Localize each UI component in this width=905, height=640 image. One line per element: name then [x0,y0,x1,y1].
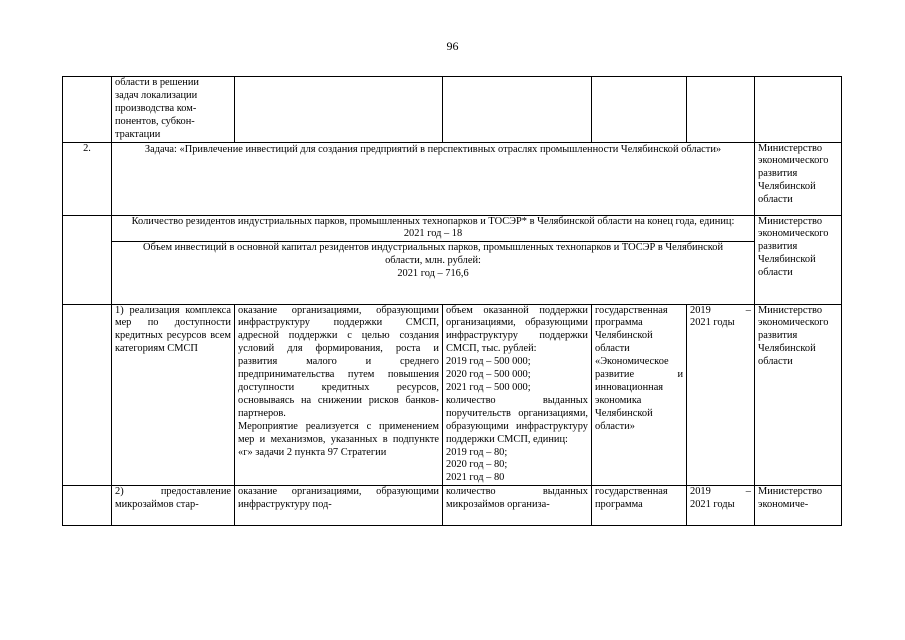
period-dash: – [745,486,751,498]
indicator-2-value: 2021 год – 716,6 [397,268,469,280]
task-number: 2. [63,142,112,215]
period-start: 2019 [690,486,711,498]
period-start: 2019 [690,304,711,316]
strategy-measures-table [62,76,842,526]
text-line: производства ком- [115,102,197,114]
description-paragraph-1: оказание организациями, образующими инфраструктуру поддержки СМСП, адресной поддержки с целью создания условий для формирования, роста и развития малого и среднего предпринимательства путем повышения доступности кредитных ресурсов, основываясь на снижении рисков банков-партнеров. [238,304,439,419]
indicators-responsible: Министерство экономического развития Челябинской области [755,215,842,304]
measure-1-period [687,304,755,486]
indicator-2 [112,241,754,281]
page-number: 96 [446,39,459,53]
task-title: Задача: «Привлечение инвестиций для создания предприятий в перспективных отраслях промышленности Челябинской области» [112,142,755,215]
measure-1-program: государственная программа Челябинской области «Экономическое развитие и инновационная экономика Челябинской области» [592,304,687,486]
indicator-value: 2019 год – 80; [446,446,508,458]
text-line: области в решении [115,77,199,88]
measure-2-responsible: Министерство экономиче- [755,486,842,526]
table-row-task [63,142,842,215]
description-paragraph-2: Мероприятие реализуется с применением мер и механизмов, указанных в подпункте «г» задачи 2 пункта 97 Стратегии [238,420,439,458]
text-line: задач локализации [115,89,198,101]
indicator-value: 2019 год – 500 000; [446,356,531,368]
cell-responsible [755,77,842,143]
measure-2-program: государственная программа [592,486,687,526]
cell-num [63,215,112,304]
cell-period [687,77,755,143]
period-end: 2021 годы [690,317,735,329]
period-end: 2021 годы [690,499,735,511]
text-line: понентов, субкон- [115,115,195,127]
measure-2-description: оказание организациями, образующими инфраструктуру под- [235,486,443,526]
table-row-indicators [63,215,842,304]
cell-num [63,304,112,486]
indicator-value: 2021 год – 80 [446,472,505,484]
indicator-value: 2021 год – 500 000; [446,381,531,393]
indicator-1 [112,216,754,242]
table-row-measure-2 [63,486,842,526]
measure-1-title: 1) реализация комплекса мер по доступности кредитных ресурсов всем категориям СМСП [112,304,235,486]
indicators-cell [112,215,755,304]
indicator-intro: объем оказанной поддержки организациями, образующими инфраструктуру поддержки СМСП, тыс. рублей: [446,304,588,355]
indicator-intro-2: количество выданных поручительств организациями, образующими инфраструктуру поддержки СМСП, единиц: [446,394,588,445]
cell-indicator [443,77,592,143]
measure-1-indicators [443,304,592,486]
measure-2-indicator: количество выданных микрозаймов организа- [443,486,592,526]
measure-2-title: 2) предоставление микрозаймов стар- [112,486,235,526]
indicator-2-text: Объем инвестиций в основной капитал резидентов индустриальных парков, промышленных технопарков и ТОСЭР в Челябинской области, млн. рублей: [142,242,724,267]
cell-num [63,486,112,526]
table-row-measure-1 [63,304,842,486]
text-line: трактации [115,128,161,140]
measure-2-period [687,486,755,526]
indicator-value: 2020 год – 500 000; [446,369,531,381]
indicator-1-value: 2021 год – 18 [403,228,463,240]
measure-1-description [235,304,443,486]
cell-description [235,77,443,143]
indicator-value: 2020 год – 80; [446,459,508,471]
table-row-continuation [63,77,842,143]
measure-1-responsible: Министерство экономического развития Челябинской области [755,304,842,486]
task-responsible: Министерство экономического развития Челябинской области [755,142,842,215]
cell-program [592,77,687,143]
indicator-1-text: Количество резидентов индустриальных парков, промышленных технопарков и ТОСЭР* в Челябинской области на конец года, единиц: [131,215,735,227]
cell-measure [112,77,235,143]
period-dash: – [745,304,751,316]
cell-num [63,77,112,143]
